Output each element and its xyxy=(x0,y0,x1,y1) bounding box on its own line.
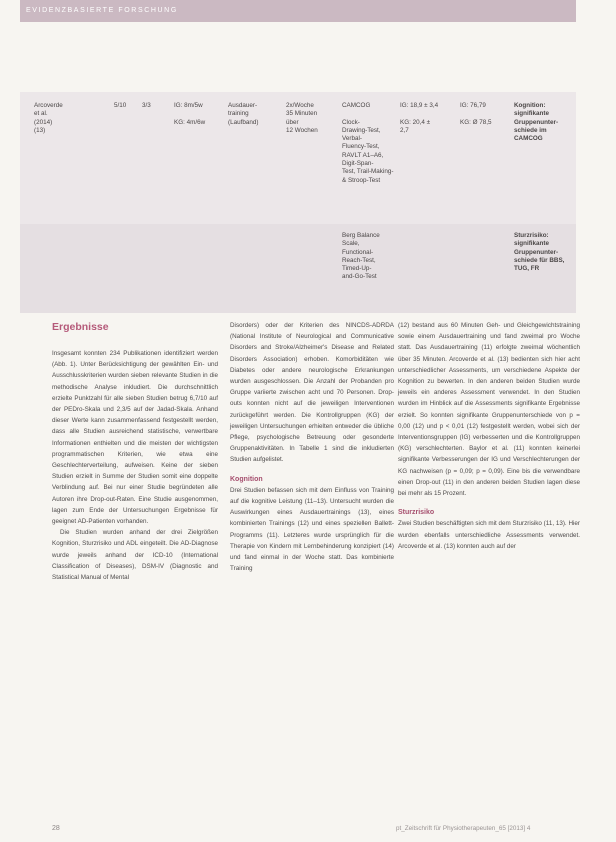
paragraph: Zwei Studien beschäftigten sich mit dem Sturzrisiko (11, 13). Hier wurden ebenfalls unterschiedliche Assessments verwendet. Arcoverde et al. (13) konnten auch auf der xyxy=(398,520,580,550)
table-cell-value-baseline: IG: 18,9 ± 3,4 KG: 20,4 ± 2,7 xyxy=(400,102,439,134)
table-cell-author: Arcoverde et al. (2014) (13) xyxy=(34,102,63,134)
subheading: Sturzrisiko xyxy=(398,509,435,517)
section-title: Ergebnisse xyxy=(52,321,109,333)
table-cell-n: 5/10 xyxy=(114,102,127,109)
paragraph: Disorders) oder der Kriterien des NINCDS-ADRDA (National Institute of Neurological and Communicative Disorders and Stroke/Alzheimer's Disease and Related Disorders Association) erhoben. Komorbiditäten wie Diabetes oder andere neurologische Erkrankungen wurden ausgeschlossen. Die Anzahl der Probanden pro Gruppe variierte zwischen acht und 70 Personen. Drop-outs konnten nicht auf die jeweiligen Interventionen zurückgeführt werden. Die Kontrollgruppen (KG) der jeweiligen Untersuchungen erhielten entweder die übliche Pflege, psychologische Betreuung oder gesonderte Gruppenaktivitäten. In Tabelle 1 sind die inkludierten Studien aufgelistet. xyxy=(230,322,394,464)
table-cell-result: Sturzrisiko: signifikante Gruppenunter- schiede für BBS, TUG, FR xyxy=(514,232,565,273)
journal-footer: pt_Zeitschrift für Physiotherapeuten_65 [2013] 4 xyxy=(396,825,531,832)
text-column-3 xyxy=(398,320,580,552)
text-column-1 xyxy=(52,348,218,583)
running-title: EVIDENZBASIERTE FORSCHUNG xyxy=(26,7,178,14)
paragraph: Die Studien wurden anhand der drei Zielgrößen Kognition, Sturzrisiko und ADL eingeteilt. Die AD-Diagnose wurde jeweils anhand der ICD-10 (International Classification of Diseases), DSM-IV (Diagnostic and Statistical Manual of Mental xyxy=(52,529,218,582)
table-cell-result: Kognition: signifikante Gruppenunter- schiede im CAMCOG xyxy=(514,102,559,143)
table-cell-value-post: IG: 76,79 KG: Ø 78,5 xyxy=(460,102,492,126)
table-cell-stage: IG: 8m/5w KG: 4m/6w xyxy=(174,102,206,126)
paragraph: Insgesamt konnten 234 Publikationen identifiziert werden (Abb. 1). Unter Berücksichtigung der gewählten Ein- und Ausschlusskriterien wurden sieben relevante Studien in die methodische Analyse inkludiert. Die durchschnittlich erzielte Punktzahl für alle sieben Studien betrug 6,7/10 auf der PEDro-Skala und 2,3/5 auf der Jadad-Skala. Anhand dieser Werte kann zusammenfassend festgestellt werden, dass alle Studien ausreichend statistische, verwertbare Informationen enthielten und die meisten der wichtigsten programmatischen Kriterien, wie etwa eine Geschlechterverteilung, aufweisen. Keine der sieben Studien erzielt in Summe der Studien somit eine doppelte Verblindung auf. Bei nur einer Studie begründeten alle Autoren ihre Drop-out-Raten. Eine Studie ausgenommen, lagen zum Ende der Untersuchungen Ergebnisse für geeignet AD-Patienten vorhanden. xyxy=(52,350,218,526)
table-cell-intervention: Ausdauer- training (Laufband) xyxy=(228,102,259,126)
paragraph: Drei Studien befassen sich mit dem Einfluss von Training auf die kognitive Leistung (11–13). Untersucht wurden die Auswirkungen eines Ausdauertrainings (13), eines kombinierten Trainings (12) und eines speziellen Ballett-Programms (11). Letzteres wurde ursprünglich für die Therapie von Kindern mit Lernbehinderung konzipiert (14) und fand einmal in der Woche statt. Das kombinierte Training xyxy=(230,486,394,573)
text-column-2 xyxy=(230,320,394,574)
subheading: Kognition xyxy=(230,475,263,483)
table-cell-tests: Berg Balance Scale, Functional- Reach-Test, Timed-Up- and-Go-Test xyxy=(342,232,380,281)
study-table xyxy=(20,92,576,313)
paragraph: (12) bestand aus 60 Minuten Geh- und Gleichgewichtstraining sowie einem Ausdauertraining und fand zweimal pro Woche statt. Das Ausdauertraining (11) erfolgte zweimal wöchentlich über 35 Minuten. Arcoverde et al. (13) bedienten sich hier acht unterschiedlicher Assessments, um verschiedene Aspekte der Kognition zu bewerten. In den anderen beiden Studien wurde jeweils ein anderes Assessment verwendet. In den Studien wurden im Hinblick auf die Assessments signifikante Ergebnisse erzielt. So konnten signifikante Gruppenunterschiede von p = 0,00 (12) und p < 0,01 (12) festgestellt werden, wobei sich der Interventionsgruppen (IG) verbesserten und die Kontrollgruppen (KG) verschlechterten. Baylor et al. (11) konnten keinerlei signifikante Verbesserungen der IG und Verschlechterungen der KG nachweisen (p = 0,09; p = 0,09). Eine bis die verwendbare einen Drop-out (11) in den anderen beiden Studien lagen diese bei mehr als 15 Prozent. xyxy=(398,322,580,498)
table-row xyxy=(20,92,576,224)
table-cell-dropout: 3/3 xyxy=(142,102,151,109)
page-number: 28 xyxy=(52,825,60,832)
table-cell-duration: 2x/Woche 35 Minuten über 12 Wochen xyxy=(286,102,318,134)
table-cell-tests: CAMCOG Clock- Drawing-Test, Verbal- Fluency-Test, RAVLT A1–A6, Digit-Span- Test, Trail-Making- & Stroop-Test xyxy=(342,102,394,184)
table-row xyxy=(20,224,576,313)
